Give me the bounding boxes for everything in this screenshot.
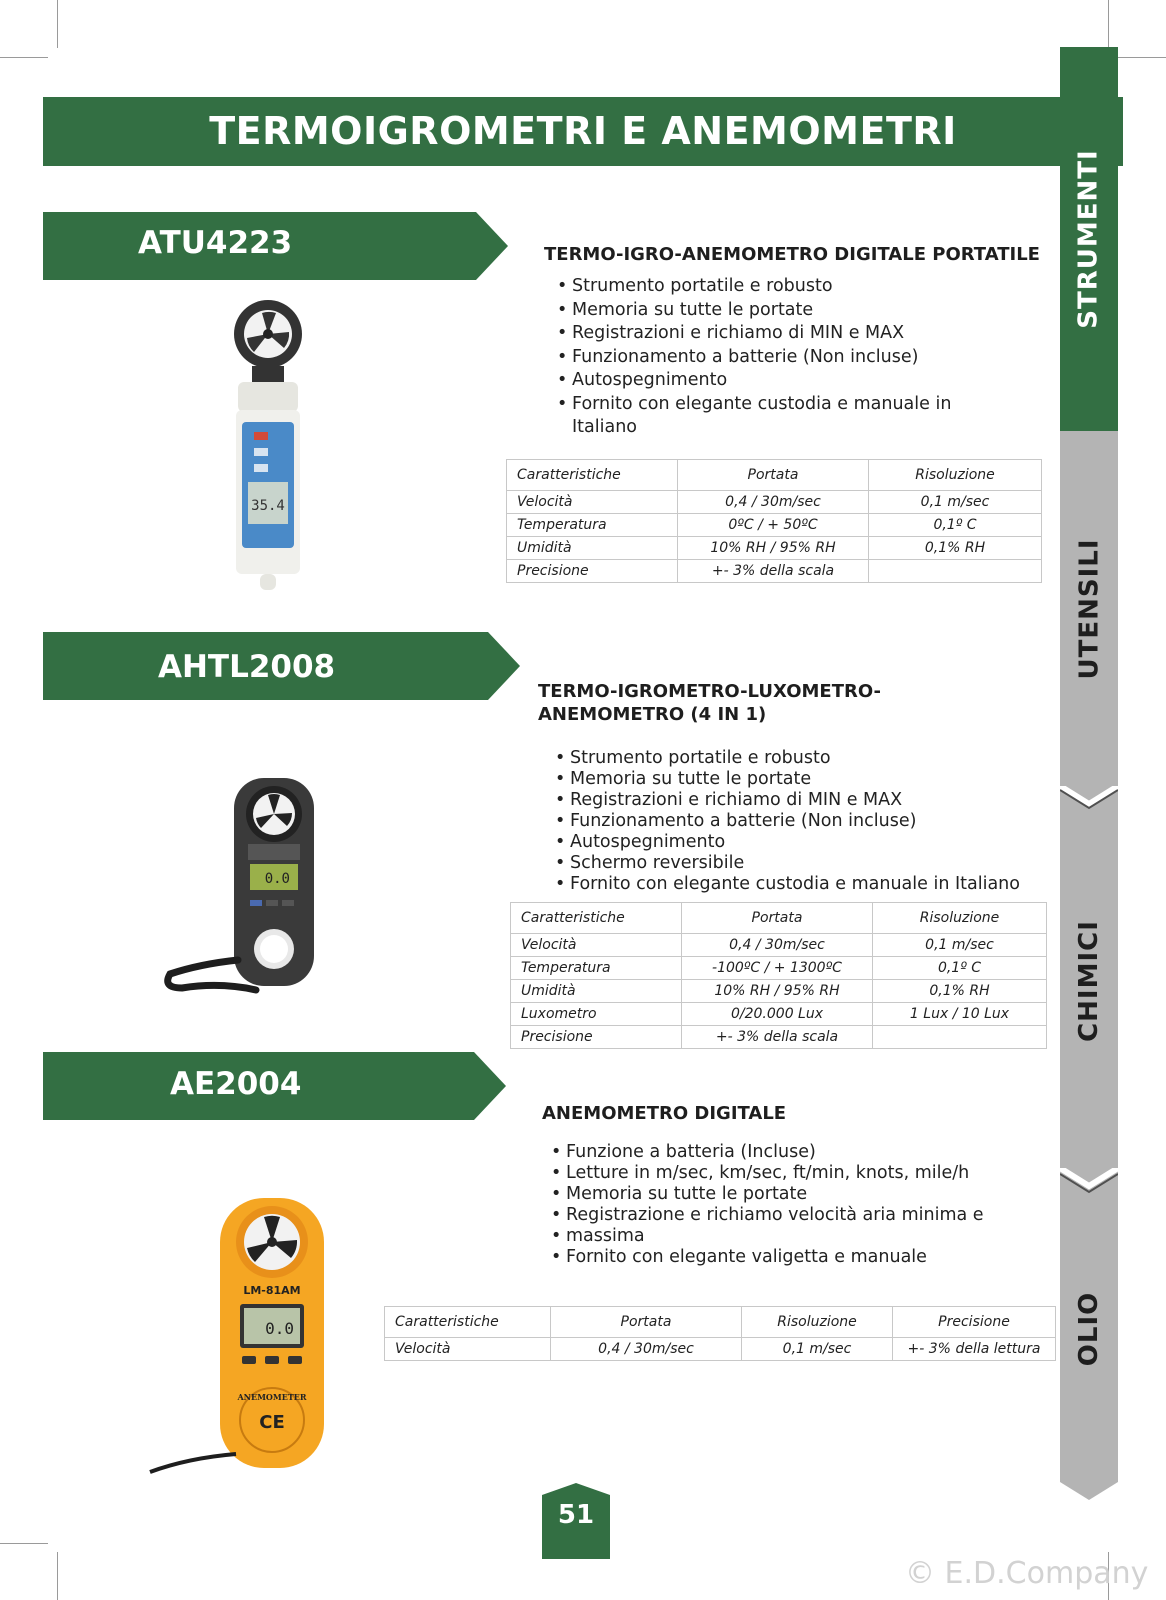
tab-chevron: [1060, 1482, 1118, 1500]
copyright-watermark: © E.D.Company: [905, 1556, 1149, 1591]
feature-item: • Autospegnimento: [554, 369, 974, 393]
table-cell: 10% RH / 95% RH: [682, 980, 873, 1003]
table-cell: 0,1 m/sec: [742, 1338, 893, 1361]
column-header: Precisione: [893, 1307, 1056, 1338]
spec-table: [510, 902, 1047, 1049]
tab-olio[interactable]: [1060, 1176, 1118, 1482]
feature-list: [554, 275, 974, 440]
table-cell: Umidità: [511, 980, 682, 1003]
table-cell: Umidità: [507, 537, 678, 560]
table-cell: 0,4 / 30m/sec: [551, 1338, 742, 1361]
table-cell: +- 3% della lettura: [893, 1338, 1056, 1361]
table-cell: 0,1 m/sec: [873, 934, 1047, 957]
table-cell: 0/20.000 Lux: [682, 1003, 873, 1026]
device-ring-text: ANEMOMETER: [237, 1392, 307, 1402]
page-title: TERMOIGROMETRI E ANEMOMETRI: [209, 109, 957, 153]
feature-item: • massima: [548, 1226, 1018, 1247]
feature-item: • Memoria su tutte le portate: [548, 1184, 1018, 1205]
feature-item: • Memoria su tutte le portate: [554, 299, 974, 323]
feature-item: • Funzionamento a batterie (Non incluse): [554, 346, 974, 370]
table-row: [511, 934, 1047, 957]
table-cell: 10% RH / 95% RH: [678, 537, 869, 560]
feature-item: • Fornito con elegante custodia e manuale in Italiano: [554, 393, 974, 440]
table-cell: 0,1º C: [869, 514, 1042, 537]
device-display-readout: 35.4: [251, 498, 285, 514]
table-cell: 0,1% RH: [873, 980, 1047, 1003]
crop-mark: [1118, 57, 1166, 58]
model-name: ATU4223: [138, 225, 293, 261]
table-cell: 0,1 m/sec: [869, 491, 1042, 514]
tab-divider: [1060, 1168, 1118, 1198]
table-cell: Precisione: [507, 560, 678, 583]
model-name: AE2004: [170, 1066, 302, 1102]
ahtl2008-device-image: [160, 778, 320, 1003]
model-name: AHTL2008: [158, 649, 336, 685]
tab-label: UTENSILI: [1074, 537, 1105, 680]
table-cell: Velocità: [511, 934, 682, 957]
table-row: [511, 1003, 1047, 1026]
table-cell: Temperatura: [511, 957, 682, 980]
feature-item: • Registrazioni e richiamo di MIN e MAX: [552, 790, 1032, 811]
device-brand-label: LM-81AM: [243, 1284, 301, 1297]
feature-item: • Letture in m/sec, km/sec, ft/min, knots, mile/h: [548, 1163, 1018, 1184]
feature-item: • Funzione a batteria (Incluse): [548, 1142, 1018, 1163]
product-title: TERMO-IGRO-ANEMOMETRO DIGITALE PORTATILE: [544, 244, 1040, 265]
column-header: Caratteristiche: [507, 460, 678, 491]
table-cell: +- 3% della scala: [682, 1026, 873, 1049]
table-row: [507, 514, 1042, 537]
table-row: [385, 1338, 1056, 1361]
spec-table: [506, 459, 1042, 583]
feature-item: • Schermo reversibile: [552, 853, 1032, 874]
atu4223-device-image: [232, 298, 304, 594]
tab-label: OLIO: [1074, 1291, 1105, 1367]
feature-item: • Autospegnimento: [552, 832, 1032, 853]
table-row: [507, 491, 1042, 514]
column-header: Portata: [682, 903, 873, 934]
column-header: Caratteristiche: [511, 903, 682, 934]
feature-item: • Registrazione e richiamo velocità aria minima e: [548, 1205, 1018, 1226]
device-display-readout: 0.0: [264, 871, 290, 887]
table-cell: 0,1º C: [873, 957, 1047, 980]
table-cell: Velocità: [507, 491, 678, 514]
tab-strumenti[interactable]: [1060, 47, 1118, 431]
table-header-row: [511, 903, 1047, 934]
tab-label: CHIMICI: [1074, 920, 1105, 1042]
column-header: Portata: [678, 460, 869, 491]
tab-divider: [1060, 786, 1118, 816]
feature-item: • Funzionamento a batterie (Non incluse): [552, 811, 1032, 832]
crop-mark: [0, 57, 48, 58]
table-cell: 1 Lux / 10 Lux: [873, 1003, 1047, 1026]
feature-item: • Memoria su tutte le portate: [552, 769, 1032, 790]
page-number: 51: [557, 1500, 595, 1530]
crop-mark: [57, 0, 58, 48]
table-cell: [873, 1026, 1047, 1049]
tab-utensili[interactable]: [1060, 431, 1118, 786]
crop-mark: [0, 1543, 48, 1544]
table-cell: 0,1% RH: [869, 537, 1042, 560]
column-header: Risoluzione: [869, 460, 1042, 491]
table-cell: Velocità: [385, 1338, 551, 1361]
table-row: [507, 537, 1042, 560]
table-header-row: [507, 460, 1042, 491]
tab-chimici[interactable]: [1060, 786, 1118, 1176]
table-row: [507, 560, 1042, 583]
column-header: Portata: [551, 1307, 742, 1338]
table-cell: +- 3% della scala: [678, 560, 869, 583]
table-cell: 0,4 / 30m/sec: [682, 934, 873, 957]
table-cell: 0,4 / 30m/sec: [678, 491, 869, 514]
table-cell: [869, 560, 1042, 583]
column-header: Risoluzione: [742, 1307, 893, 1338]
ae2004-device-image: [148, 1196, 338, 1486]
spec-table: [384, 1306, 1056, 1361]
table-cell: Luxometro: [511, 1003, 682, 1026]
device-display-readout: 0.0: [265, 1319, 294, 1338]
table-row: [511, 1026, 1047, 1049]
table-cell: Precisione: [511, 1026, 682, 1049]
feature-item: • Strumento portatile e robusto: [552, 748, 1032, 769]
product-title: TERMO-IGROMETRO-LUXOMETRO-ANEMOMETRO (4 IN 1): [538, 681, 881, 725]
table-cell: -100ºC / + 1300ºC: [682, 957, 873, 980]
product-title: ANEMOMETRO DIGITALE: [542, 1103, 787, 1124]
crop-mark: [57, 1552, 58, 1600]
tab-label: STRUMENTI: [1074, 149, 1104, 329]
feature-item: • Registrazioni e richiamo di MIN e MAX: [554, 322, 974, 346]
table-cell: 0ºC / + 50ºC: [678, 514, 869, 537]
feature-item: • Strumento portatile e robusto: [554, 275, 974, 299]
table-header-row: [385, 1307, 1056, 1338]
svg-text:CE: CE: [259, 1412, 285, 1433]
column-header: Caratteristiche: [385, 1307, 551, 1338]
crop-mark: [1108, 0, 1109, 48]
feature-item: • Fornito con elegante valigetta e manuale: [548, 1247, 1018, 1268]
feature-list: [548, 1142, 1018, 1268]
table-cell: Temperatura: [507, 514, 678, 537]
table-row: [511, 957, 1047, 980]
table-row: [511, 980, 1047, 1003]
feature-item: • Fornito con elegante custodia e manuale in Italiano: [552, 874, 1032, 895]
column-header: Risoluzione: [873, 903, 1047, 934]
feature-list: [552, 748, 1032, 895]
